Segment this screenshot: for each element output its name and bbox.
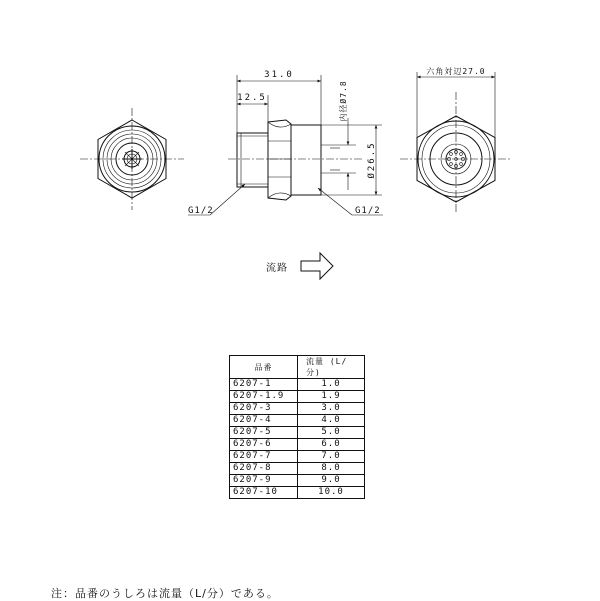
side-view (188, 75, 383, 215)
part-number-cell: 6207-8 (230, 463, 298, 475)
thread-label-left: G1/2 (188, 206, 214, 216)
table-row (230, 487, 365, 499)
dim-outer-diameter: Ø26.5 (367, 141, 377, 179)
part-number-cell: 6207-4 (230, 415, 298, 427)
flow-rate-cell: 9.0 (298, 475, 365, 487)
footnote: 注：品番のうしろは流量（L/分）である。 (51, 587, 279, 600)
table-row (230, 439, 365, 451)
flow-rate-cell: 3.0 (298, 403, 365, 415)
table-row (230, 391, 365, 403)
table-header-flow: 流量 (L/分) (298, 356, 365, 379)
thread-label-right: G1/2 (355, 206, 381, 216)
part-number-cell: 6207-7 (230, 451, 298, 463)
dim-hex-across-flats: 六角対辺27.0 (426, 67, 486, 76)
table-row (230, 415, 365, 427)
table-row (230, 475, 365, 487)
table-row (230, 403, 365, 415)
part-number-cell: 6207-3 (230, 403, 298, 415)
table-row (230, 379, 365, 391)
flow-arrow-icon (301, 253, 333, 279)
dim-overall-length: 31.0 (264, 70, 294, 80)
part-number-cell: 6207-6 (230, 439, 298, 451)
table-header-code: 品番 (230, 356, 298, 379)
flow-rate-cell: 1.0 (298, 379, 365, 391)
part-number-cell: 6207-1 (230, 379, 298, 391)
part-number-cell: 6207-9 (230, 475, 298, 487)
flow-rate-cell: 6.0 (298, 439, 365, 451)
left-end-view (80, 108, 184, 210)
right-end-view (400, 72, 512, 212)
dim-inner-diameter: 内径Ø7.8 (339, 80, 348, 122)
part-number-cell: 6207-10 (230, 487, 298, 499)
table-row (230, 451, 365, 463)
flow-rate-cell: 1.9 (298, 391, 365, 403)
flow-rate-cell: 4.0 (298, 415, 365, 427)
part-number-cell: 6207-5 (230, 427, 298, 439)
flow-direction-label: 流路 (266, 263, 288, 274)
part-number-cell: 6207-1.9 (230, 391, 298, 403)
dim-thread-length: 12.5 (237, 93, 267, 103)
flow-rate-cell: 5.0 (298, 427, 365, 439)
flow-rate-cell: 7.0 (298, 451, 365, 463)
table-row (230, 463, 365, 475)
flow-rate-cell: 8.0 (298, 463, 365, 475)
flow-rate-cell: 10.0 (298, 487, 365, 499)
table-row (230, 427, 365, 439)
flow-rate-table (229, 355, 365, 499)
